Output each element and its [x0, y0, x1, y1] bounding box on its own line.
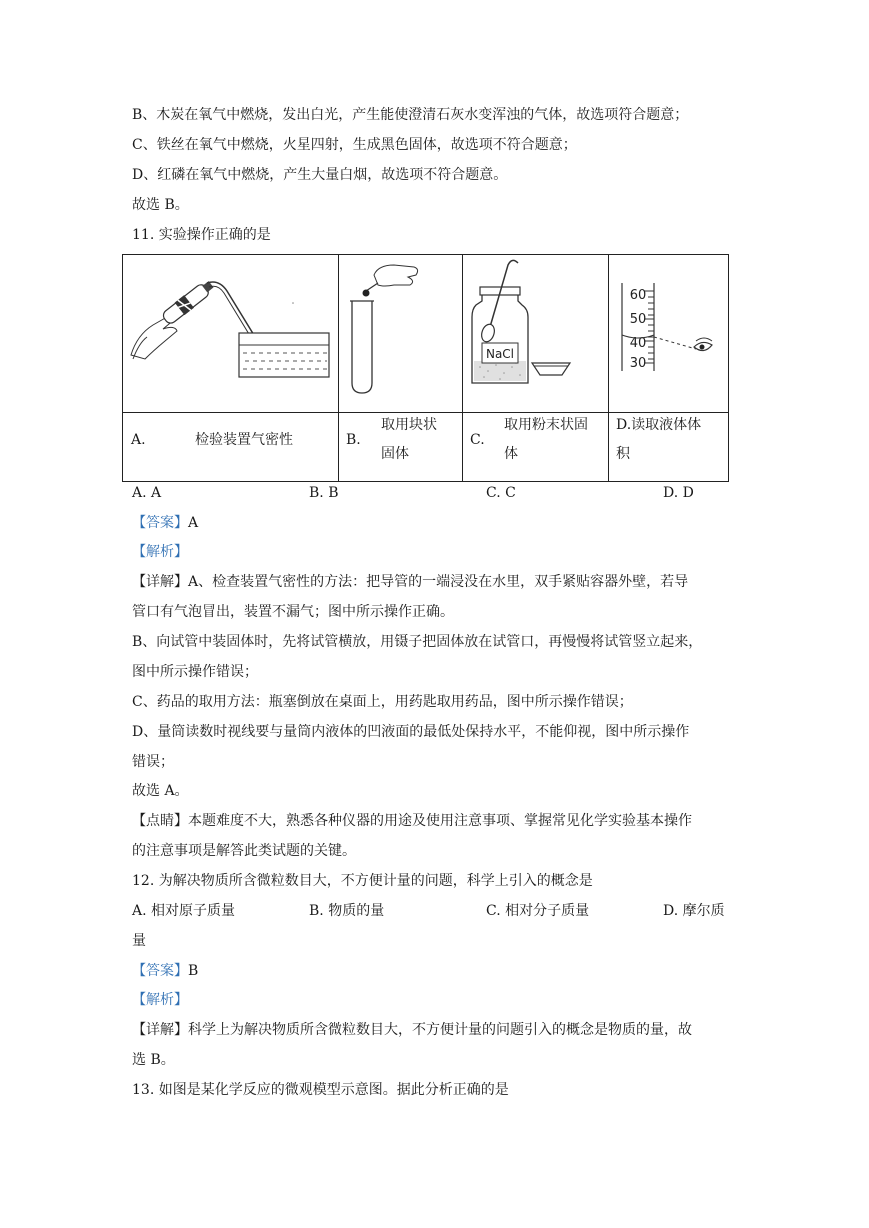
detail-line: 故选 A。 [132, 783, 189, 799]
nacl-label: NaCl [485, 347, 515, 361]
q12-option-b: B. 物质的量 [309, 903, 385, 919]
detail-tag: 【详解】 [132, 1022, 188, 1038]
answer-value: A [188, 515, 199, 531]
detail-text: 科学上为解决物质所含微粒数目大，不方便计量的问题引入的概念是物质的量，故 [188, 1022, 692, 1038]
answer-tag: 【答案】 [132, 515, 188, 531]
q12-analysis [132, 991, 188, 1009]
tick-label: 50 [629, 312, 647, 327]
detail-line: 管口有气泡冒出，装置不漏气；图中所示操作正确。 [132, 604, 454, 620]
text-line: 故选 B。 [132, 197, 189, 213]
question-12-stem: 12. 为解决物质所含微粒数目大，不方便计量的问题，科学上引入的概念是 [132, 873, 593, 889]
analysis-tag [132, 543, 188, 561]
caption-a: 检验装置气密性 [195, 432, 293, 448]
q12-detail-line [132, 1021, 692, 1039]
q12-option-a: A. 相对原子质量 [132, 903, 236, 919]
text-line: B、木炭在氧气中燃烧，发出白光，产生能使澄清石灰水变浑浊的气体，故选项符合题意； [132, 107, 689, 123]
answer-line [132, 514, 198, 532]
comment-line [132, 812, 692, 830]
detail-text: A、检查装置气密性的方法：把导管的一端浸没在水里，双手紧贴容器外壁，若导 [188, 574, 689, 590]
option-d: D. D [663, 485, 694, 501]
analysis-label: 【解析】 [132, 992, 188, 1008]
detail-tag: 【详解】 [132, 574, 188, 590]
question-11-stem: 11. 实验操作正确的是 [132, 227, 271, 243]
q12-option-d-continued: 量 [132, 933, 146, 949]
analysis-label: 【解析】 [132, 544, 188, 560]
q12-option-c: C. 相对分子质量 [486, 903, 590, 919]
comment-tag: 【点睛】 [132, 813, 188, 829]
option-b: B. B [309, 485, 339, 501]
option-c: C. C [486, 485, 516, 501]
detail-line: C、药品的取用方法：瓶塞倒放在桌面上，用药匙取用药品，图中所示操作错误； [132, 694, 633, 710]
text-line: C、铁丝在氧气中燃烧，火星四射，生成黑色固体，故选项不符合题意； [132, 137, 577, 153]
detail-line: B、向试管中装固体时，先将试管横放，用镊子把固体放在试管口，再慢慢将试管竖立起来， [132, 634, 703, 650]
question-13-stem: 13. 如图是某化学反应的微观模型示意图。据此分析正确的是 [132, 1082, 509, 1098]
option-a: A. A [132, 485, 162, 501]
tick-label: 40 [629, 336, 647, 351]
tick-label: 60 [629, 288, 647, 303]
caption-c-line2: 体 [504, 446, 518, 462]
figure-read-cylinder [608, 255, 730, 412]
caption-c-prefix: C. [470, 432, 485, 448]
q12-detail-line: 选 B。 [132, 1052, 175, 1068]
text-line: D、红磷在氧气中燃烧，产生大量白烟，故选项不符合题意。 [132, 167, 508, 183]
figure-add-solid [338, 255, 462, 412]
caption-a-prefix: A. [131, 432, 146, 448]
caption-b-prefix: B. [346, 432, 361, 448]
caption-b-line1: 取用块状 [381, 417, 437, 433]
detail-line: D、量筒读数时视线要与量筒内液体的凹液面的最低处保持水平，不能仰视，图中所示操作 [132, 724, 690, 740]
tick-label: 30 [629, 356, 647, 371]
q12-answer-line [132, 962, 198, 980]
experiment-table [122, 254, 729, 482]
caption-d-line2: 积 [616, 446, 630, 462]
figure-airtightness-check [123, 255, 338, 412]
detail-line: 错误； [132, 754, 174, 770]
caption-c-line1: 取用粉末状固 [504, 417, 588, 433]
caption-d-line1: D.读取液体体 [616, 417, 702, 433]
figure-take-powder [462, 255, 608, 412]
answer-tag: 【答案】 [132, 963, 188, 979]
detail-line: 图中所示操作错误； [132, 664, 258, 680]
q12-option-d: D. 摩尔质 [663, 903, 725, 919]
answer-value: B [188, 963, 199, 979]
comment-line: 的注意事项是解答此类试题的关键。 [132, 843, 356, 859]
comment-text: 本题难度不大，熟悉各种仪器的用途及使用注意事项、掌握常见化学实验基本操作 [188, 813, 692, 829]
detail-line [132, 573, 688, 591]
caption-b-line2: 固体 [381, 446, 409, 462]
